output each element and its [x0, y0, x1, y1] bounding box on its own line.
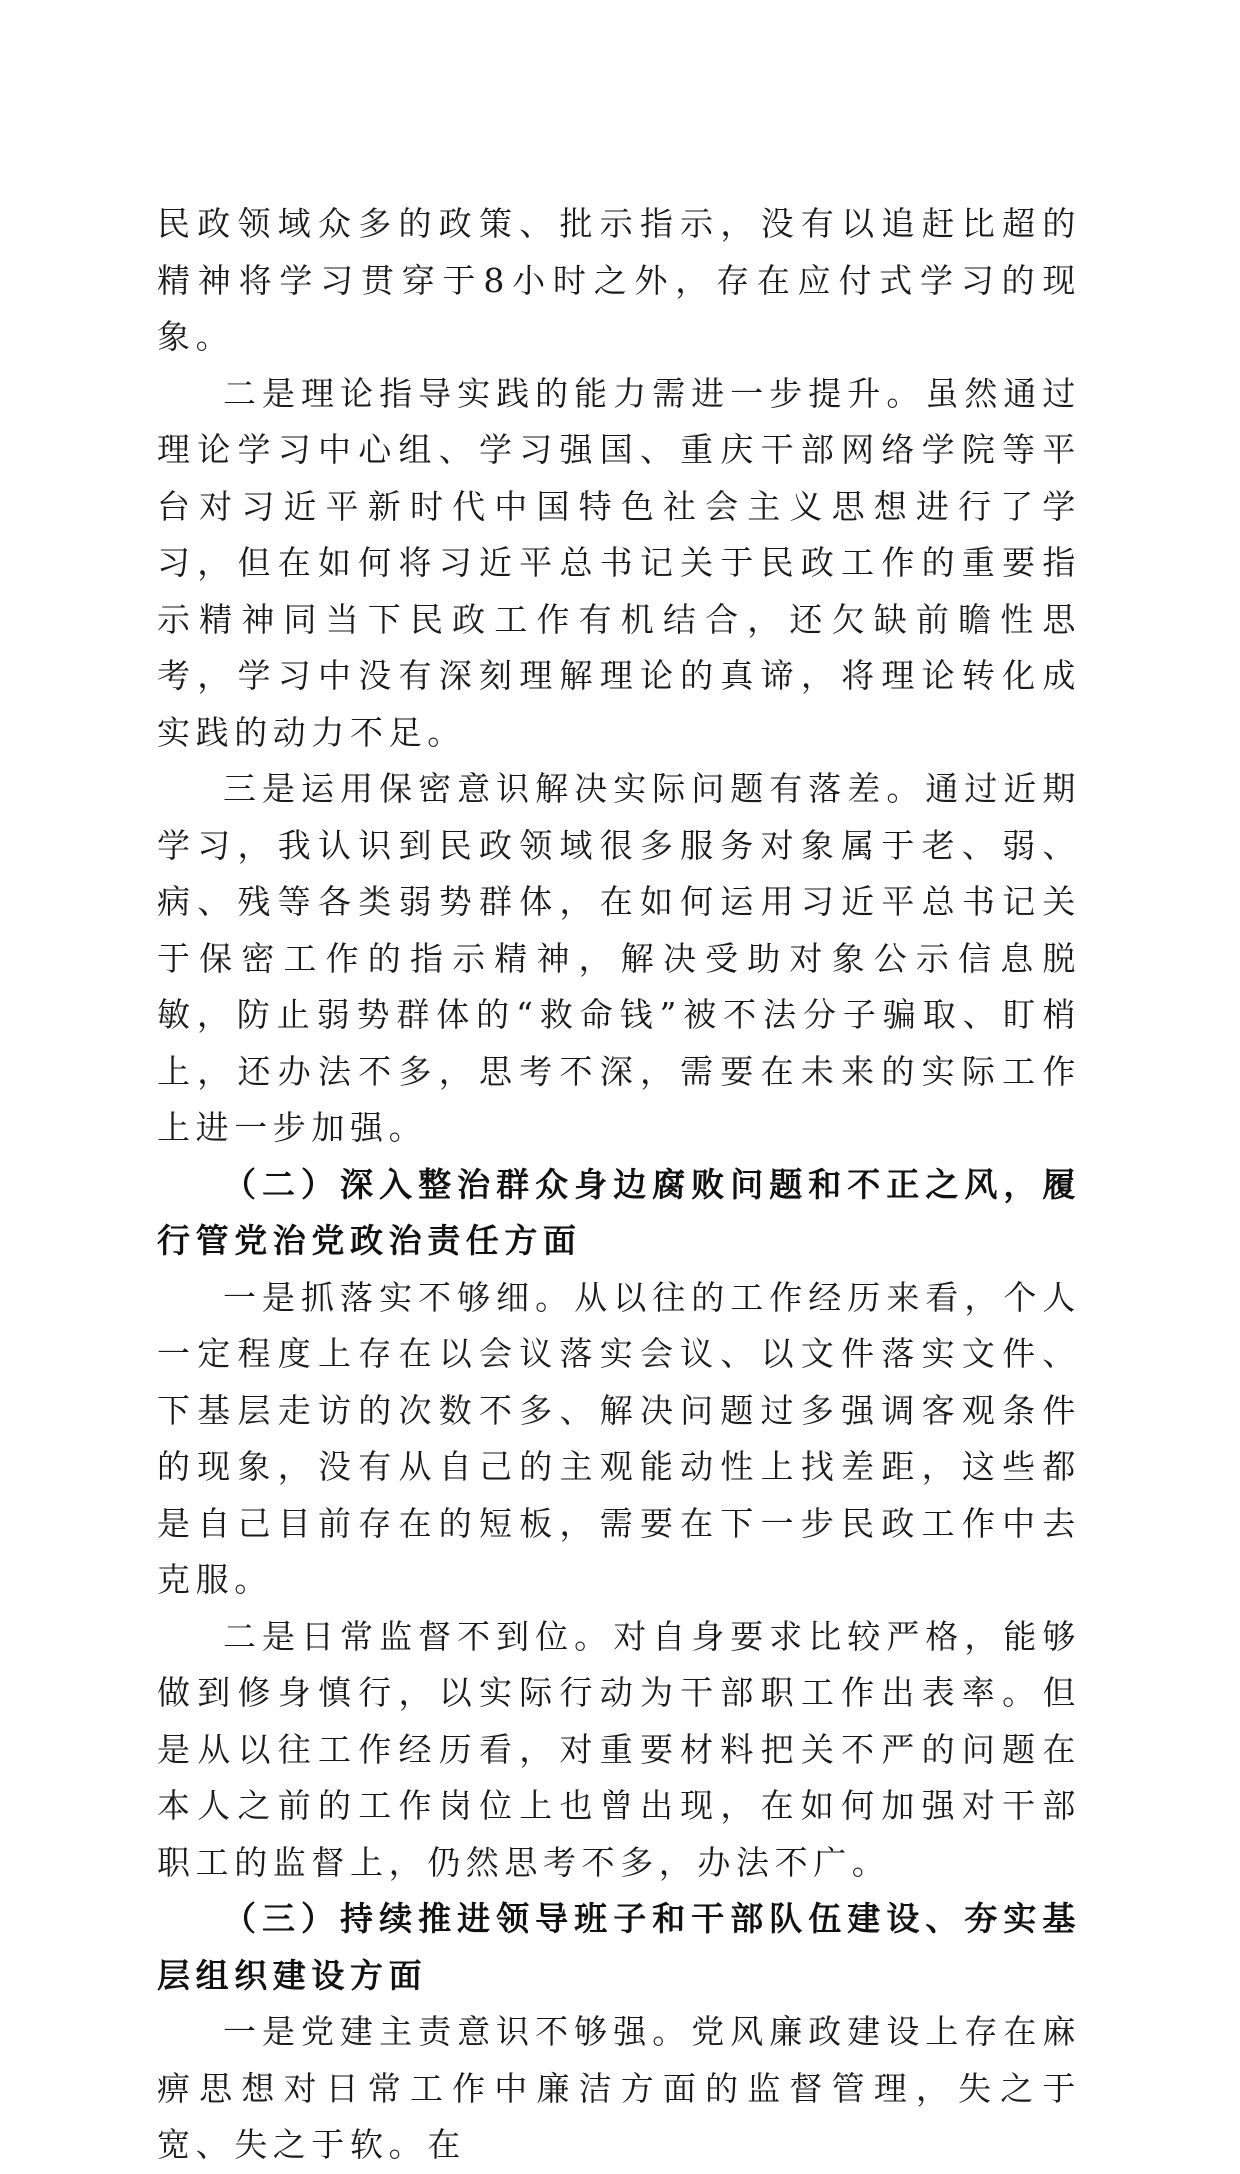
document-body — [157, 196, 1081, 2174]
paragraph-party-building: 一是党建主责意识不够强。党风廉政建设上存在麻痹思想对日常工作中廉洁方面的监督管理，失之于宽、失之于软。在 — [157, 2012, 1081, 2164]
paragraph-implementation: 一是抓落实不够细。从以往的工作经历来看，个人一定程度上存在以会议落实会议、以文件落实文件、下基层走访的次数不多、解决问题过多强调客观条件的现象，没有从自己的主观能动性上找差距，这些都是自己目前存在的短板，需要在下一步民政工作中去克服。 — [157, 1277, 1081, 1599]
paragraph-confidentiality: 三是运用保密意识解决实际问题有落差。通过近期学习，我认识到民政领域很多服务对象属于老、弱、病、残等各类弱势群体，在如何运用习近平总书记关于保密工作的指示精神，解决受助对象公示信息脱敏，防止弱势群体的“救命钱”被不法分子骗取、盯梢上，还办法不多，思考不深，需要在未来的实际工作上进一步加强。 — [157, 769, 1081, 1147]
paragraph-supervision: 二是日常监督不到位。对自身要求比较严格，能够做到修身慎行，以实际行动为干部职工作出表率。但是从以往工作经历看，对重要材料把关不严的问题在本人之前的工作岗位上也曾出现，在如何加强对干部职工的监督上，仍然思考不多，办法不广。 — [157, 1616, 1081, 1882]
paragraph-continuation: 民政领域众多的政策、批示指示，没有以追赶比超的精神将学习贯穿于8小时之外，存在应付式学习的现象。 — [157, 204, 1081, 356]
section-heading-2: （二）深入整治群众身边腐败问题和不正之风，履行管党治党政治责任方面 — [157, 1164, 1081, 1260]
section-heading-3: （三）持续推进领导班子和干部队伍建设、夯实基层组织建设方面 — [157, 1899, 1081, 1995]
paragraph-theory-practice: 二是理论指导实践的能力需进一步提升。虽然通过理论学习中心组、学习强国、重庆干部网络学院等平台对习近平新时代中国特色社会主义思想进行了学习，但在如何将习近平总书记关于民政工作的重要指示精神同当下民政工作有机结合，还欠缺前瞻性思考，学习中没有深刻理解理论的真谛，将理论转化成实践的动力不足。 — [157, 373, 1081, 752]
